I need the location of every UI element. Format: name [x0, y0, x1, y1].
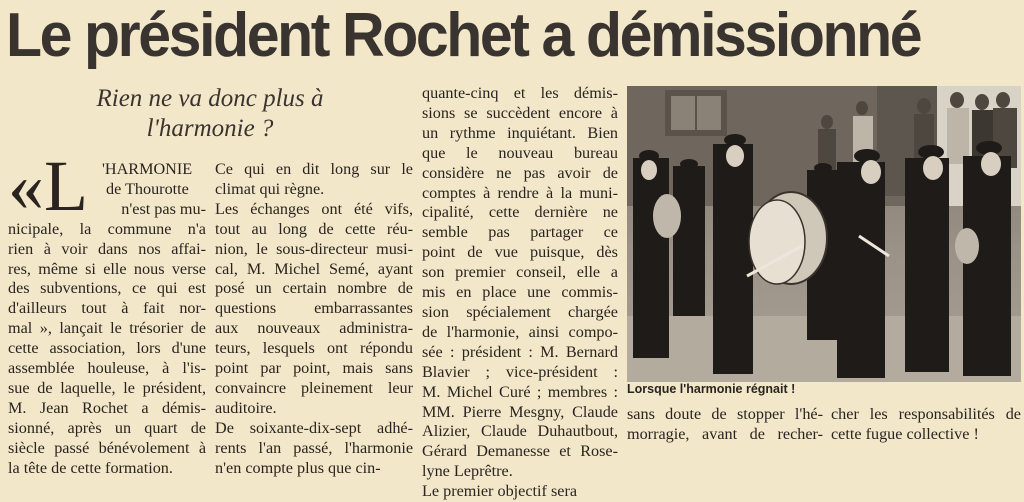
text-line: comptes à rendre à la muni- [422, 183, 618, 202]
text-line: Les échanges ont été vifs, [215, 199, 413, 218]
text-line: 'HARMONIE [101, 160, 193, 178]
subhead-line: l'harmonie ? [146, 115, 274, 142]
column-2 [215, 160, 413, 479]
text-line: des subventions, ce qui est [8, 279, 206, 298]
text-line: la tête de cette formation. [8, 458, 173, 477]
text-line: sans doute de stopper l'hé- [627, 405, 823, 423]
text-line: nicipale, la commune n'a [8, 219, 206, 238]
text-line: cette association, lors d'une [8, 339, 206, 358]
text-line: cal, M. Michel Semé, ayant [215, 259, 413, 278]
text-line: teurs, lesquels ont répondu [215, 339, 413, 358]
text-line: lyne Leprêtre. [422, 462, 513, 481]
text-line: sion spécialement chargée [422, 302, 618, 321]
subhead [10, 84, 410, 144]
text-line: semble pas partager ce [422, 223, 618, 242]
lead-paragraph [8, 146, 206, 226]
text-line: aux nouveaux administra- [215, 319, 413, 338]
text-line: M. Jean Rochet a démis- [8, 398, 206, 417]
text-line: Gérard Demanesse et Rose- [422, 442, 618, 461]
text-line: rien à voir dans nos affai- [8, 239, 206, 258]
text-line: sue de laquelle, le président, [8, 378, 206, 397]
photo-image [627, 86, 1021, 382]
headline: Le président Rochet a démissionné [6, 0, 921, 70]
text-line: n'est pas mu- [121, 199, 206, 218]
text-line: auditoire. [215, 398, 277, 417]
text-line: Ce qui en dit long sur le [215, 160, 413, 178]
dropcap: «L [8, 146, 88, 226]
text-line: Blavier ; vice-président : [422, 362, 618, 381]
text-line: MM. Pierre Mesgny, Claude [422, 402, 618, 421]
column-5 [831, 405, 1021, 445]
text-line: morragie, avant de recher- [627, 424, 823, 443]
text-line: sions se succèdent encore à [422, 103, 618, 122]
column-4 [627, 405, 823, 445]
text-line: M. Michel Curé ; membres : [422, 382, 618, 401]
text-line: son premier conseil, elle a [422, 263, 618, 282]
text-line: cher les responsabilités de [831, 405, 1021, 423]
text-line: de Thourotte [105, 179, 189, 198]
text-line: convaincre pleinement leur [215, 378, 413, 397]
text-line: Alizier, Claude Duhautbout, [422, 422, 618, 441]
subhead-line: Rien ne va donc plus à [96, 85, 324, 112]
text-line: siècle passé bénévolement à [8, 438, 206, 457]
photo-caption: Lorsque l'harmonie régnait ! [627, 382, 796, 396]
text-line: tout au long de cette réu- [215, 219, 413, 238]
text-line: mis en place une commis- [422, 283, 618, 302]
text-line: n'en compte plus que cin- [215, 458, 381, 477]
marching-band-photo [627, 86, 1021, 382]
text-line: De soixante-dix-sept adhé- [215, 418, 413, 437]
text-line: sée : président : M. Bernard [422, 342, 618, 361]
text-line: res, même si elle nous verse [8, 259, 206, 278]
text-line: Le premier objectif sera [422, 482, 578, 501]
column-1 [8, 146, 206, 479]
text-line: cette fugue collective ! [831, 424, 979, 443]
text-line: d'ailleurs tout à fait nor- [8, 299, 206, 318]
text-line: posé un certain nombre de [215, 279, 413, 298]
text-line: que le nouveau bureau [422, 143, 618, 162]
text-line: questions embarrassantes [215, 299, 413, 318]
text-line: nion, le sous-directeur musi- [215, 239, 413, 258]
column-3 [422, 84, 618, 502]
text-line: sionné, après un quart de [8, 418, 206, 437]
text-line: un rythme inquiétant. Bien [422, 123, 618, 142]
text-line: climat qui règne. [215, 179, 325, 198]
text-line: point de vue puisque, dès [422, 243, 618, 262]
text-line: point par point, mais sans [215, 359, 413, 378]
text-line: assemblée houleuse, à l'is- [8, 359, 206, 378]
text-line: considère ne pas avoir de [422, 163, 618, 182]
text-line: cipalité, cette dernière ne [422, 203, 618, 222]
text-line: rents l'an passé, l'harmonie [215, 438, 413, 457]
text-line: quante-cinq et les démis- [422, 84, 618, 102]
text-line: de l'harmonie, ainsi compo- [422, 322, 618, 341]
text-line: mal », lançait le trésorier de [8, 319, 206, 338]
